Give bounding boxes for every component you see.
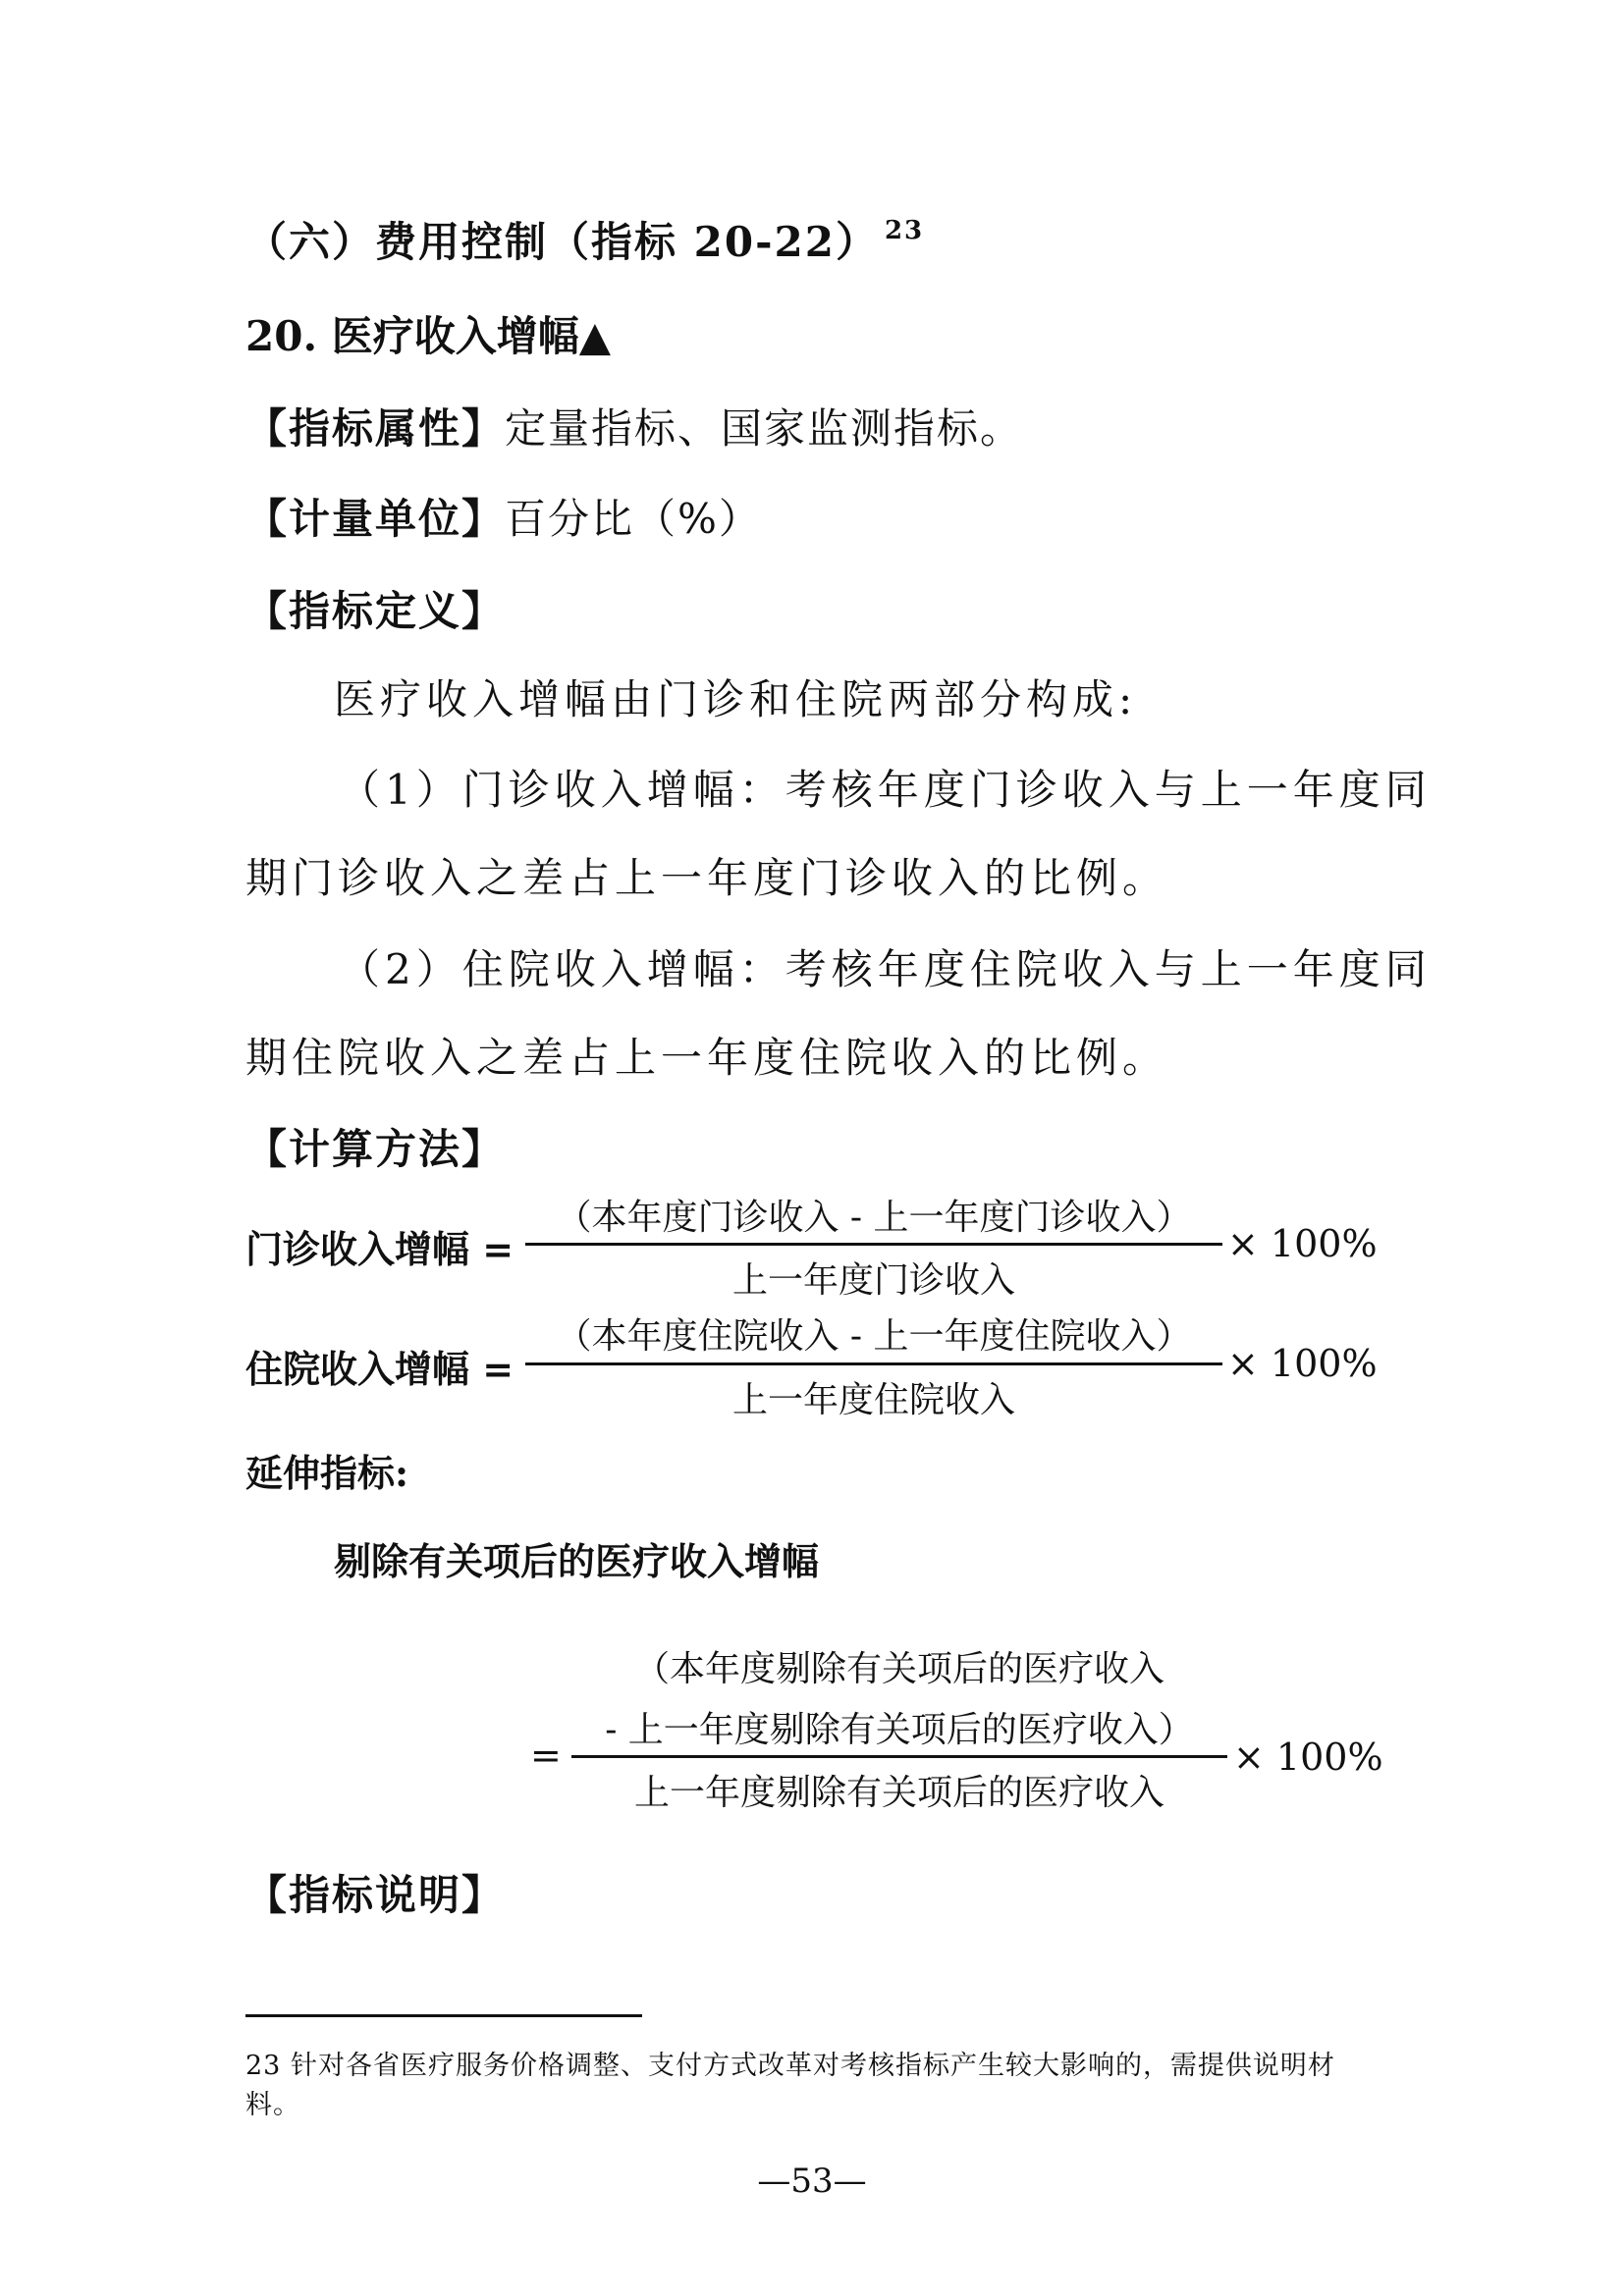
formula-multiplier: × 100% <box>1227 1222 1378 1265</box>
section-heading <box>245 210 924 269</box>
formula-numerator-line2: - 上一年度剔除有关项后的医疗收入） <box>605 1710 1194 1750</box>
definition-label: 【指标定义】 <box>245 587 506 635</box>
formula-equals: = <box>530 1734 562 1777</box>
fraction-bar <box>525 1243 1222 1246</box>
attribute-property <box>245 397 1023 455</box>
definition-item1-line1: （1）门诊收入增幅：考核年度门诊收入与上一年度同 <box>339 766 1432 814</box>
formula-numerator: （本年度门诊收入 - 上一年度门诊收入） <box>556 1198 1192 1238</box>
extension-sub-label: 剔除有关项后的医疗收入增幅 <box>334 1539 820 1583</box>
explanation-label: 【指标说明】 <box>245 1871 506 1919</box>
definition-item1-line2: 期门诊收入之差占上一年度门诊收入的比例。 <box>245 854 1169 902</box>
formula-numerator-line1: （本年度剔除有关项后的医疗收入 <box>633 1649 1164 1689</box>
attribute-value: 定量指标、国家监测指标。 <box>505 404 1024 453</box>
attribute-label: 【计量单位】 <box>245 495 506 543</box>
footnote-rule <box>245 2014 642 2017</box>
attribute-value: 百分比（%） <box>505 495 762 543</box>
formula-multiplier: × 100% <box>1227 1342 1378 1385</box>
definition-intro: 医疗收入增幅由门诊和住院两部分构成: <box>334 675 1138 723</box>
formula-denominator: 上一年度住院收入 <box>731 1380 1015 1420</box>
formula-numerator: （本年度住院收入 - 上一年度住院收入） <box>556 1316 1192 1357</box>
footnote-ref[interactable]: 23 <box>884 216 925 245</box>
attribute-label: 【指标属性】 <box>245 404 506 453</box>
fraction-bar <box>525 1362 1222 1365</box>
page-number: —53— <box>757 2162 867 2201</box>
extension-label: 延伸指标: <box>245 1451 409 1495</box>
formula-denominator: 上一年度门诊收入 <box>731 1260 1015 1301</box>
definition-item2-line1: （2）住院收入增幅：考核年度住院收入与上一年度同 <box>339 945 1432 993</box>
formula-multiplier: × 100% <box>1233 1735 1383 1779</box>
attribute-unit <box>245 487 762 546</box>
footnote-line2: 料。 <box>245 2090 300 2120</box>
fraction-bar <box>571 1755 1227 1758</box>
footnote-line1: 23 针对各省医疗服务价格调整、支付方式改革对考核指标产生较大影响的，需提供说明材 <box>245 2051 1335 2081</box>
section-heading-text: （六）费用控制（指标 20-22） <box>245 218 879 266</box>
formula-lhs: 门诊收入增幅 = <box>245 1227 514 1271</box>
formula-denominator: 上一年度剔除有关项后的医疗收入 <box>633 1773 1164 1813</box>
formula-lhs: 住院收入增幅 = <box>245 1347 514 1391</box>
method-label: 【计算方法】 <box>245 1125 506 1173</box>
definition-item2-line2: 期住院收入之差占上一年度住院收入的比例。 <box>245 1034 1169 1082</box>
item-heading: 20. 医疗收入增幅▲ <box>245 312 611 360</box>
